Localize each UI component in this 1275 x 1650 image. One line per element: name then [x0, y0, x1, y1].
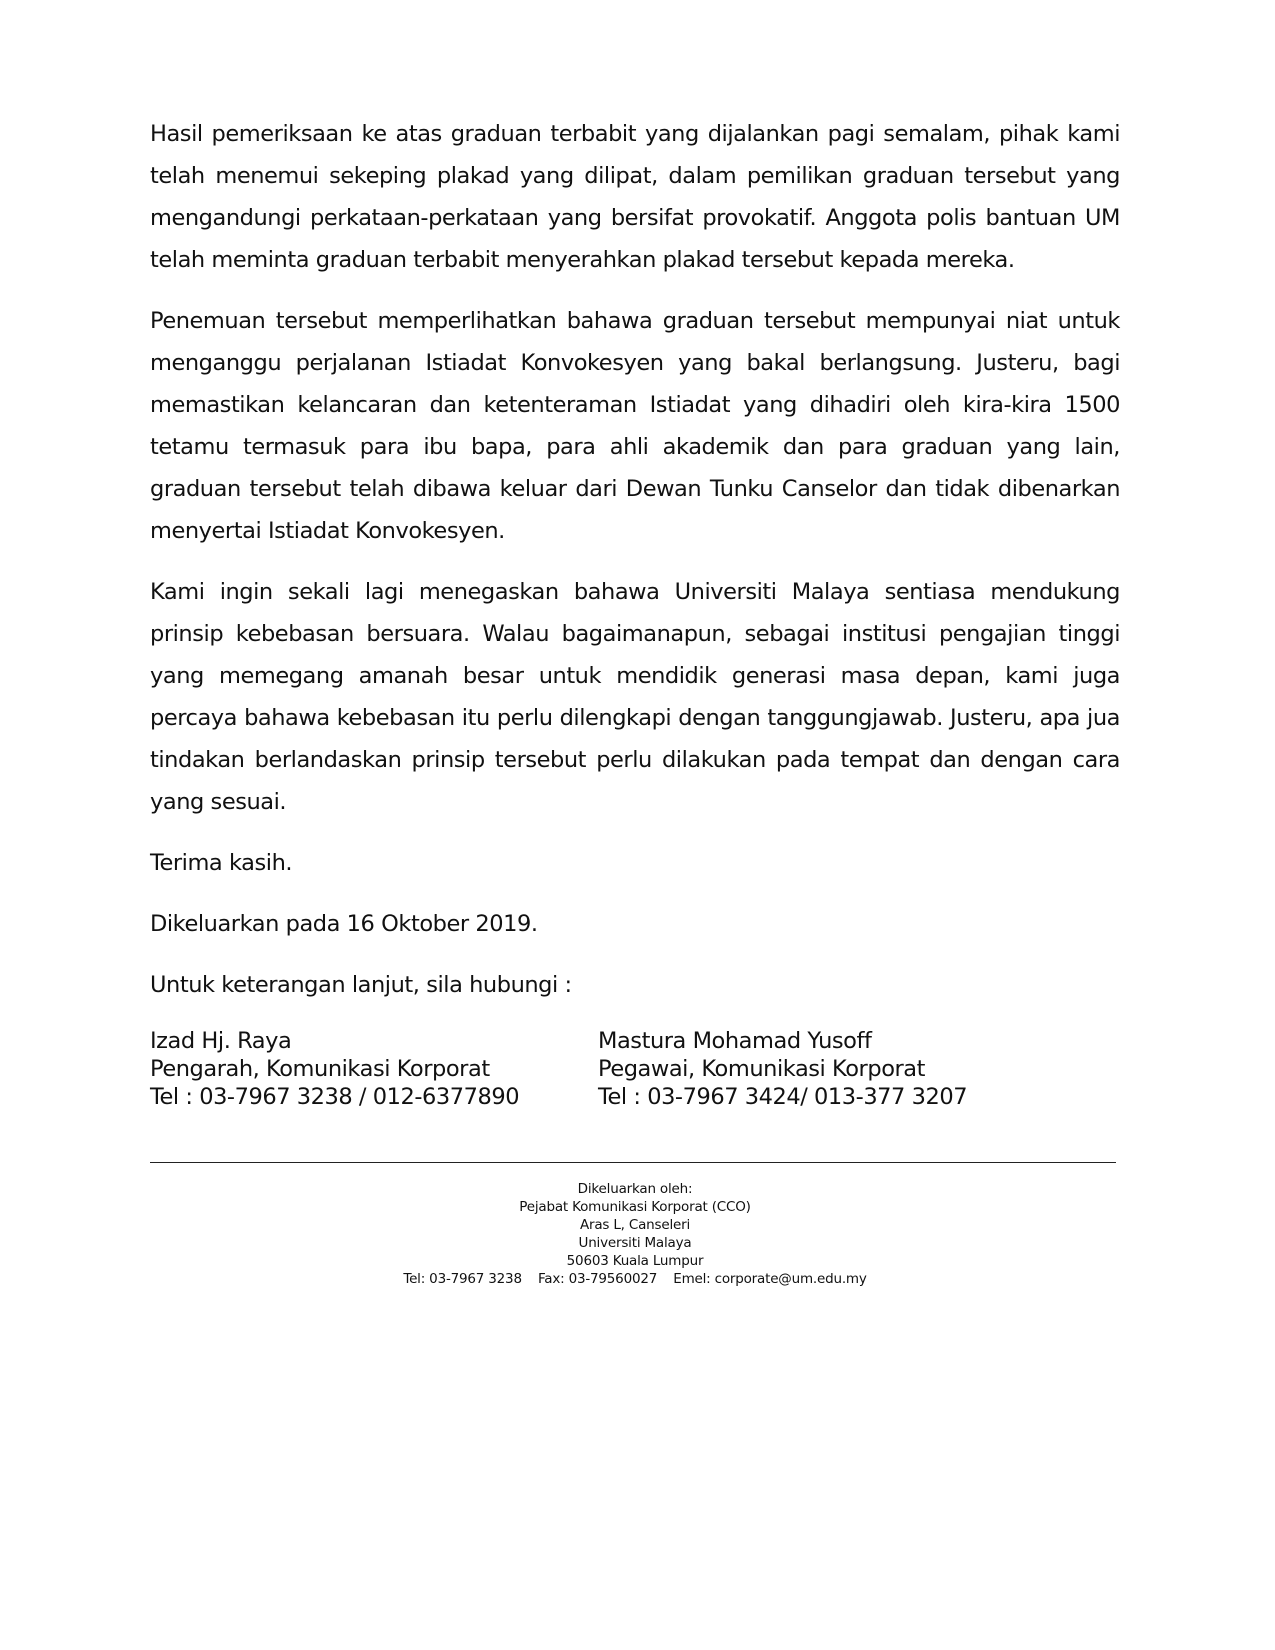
footer-divider	[150, 1162, 1116, 1163]
contact-persons	[150, 1027, 1120, 1111]
contact-person-2	[598, 1027, 1098, 1111]
contact-person-1	[150, 1027, 598, 1111]
footer-issued-by: Dikeluarkan oleh:	[577, 1181, 693, 1197]
footer	[150, 1180, 1120, 1288]
contact-phone: Tel : 03-7967 3238 / 012-6377890	[150, 1084, 520, 1110]
contact-intro: Untuk keterangan lanjut, sila hubungi :	[150, 972, 572, 998]
footer-email: Emel: corporate@um.edu.my	[673, 1271, 867, 1287]
footer-floor: Aras L, Canseleri	[579, 1217, 691, 1233]
paragraph-freedom-of-speech: Kami ingin sekali lagi menegaskan bahawa Universiti Malaya sentiasa mendukung prinsip kebebasan bersuara. Walau bagaimanapun, sebagai institusi pengajian tinggi yang memegang amanah besar untuk mendidik generasi masa depan, kami juga percaya bahawa kebebasan itu perlu dilengkapi dengan tanggungjawab. Justeru, apa jua tindakan berlandaskan prinsip tersebut perlu dilakukan pada tempat dan dengan cara yang sesuai.	[150, 579, 1120, 815]
footer-office: Pejabat Komunikasi Korporat (CCO)	[519, 1199, 751, 1215]
paragraph-intent: Penemuan tersebut memperlihatkan bahawa graduan tersebut mempunyai niat untuk menganggu perjalanan Istiadat Konvokesyen yang bakal berlangsung. Justeru, bagi memastikan kelancaran dan ketenteraman Istiadat yang dihadiri oleh kira-kira 1500 tetamu termasuk para ibu bapa, para ahli akademik dan para graduan yang lain, graduan tersebut telah dibawa keluar dari Dewan Tunku Canselor dan tidak dibenarkan menyertai Istiadat Konvokesyen.	[150, 308, 1120, 544]
press-statement-body	[150, 113, 1120, 1025]
contact-name: Mastura Mohamad Yusoff	[598, 1028, 872, 1054]
footer-fax: Fax: 03-79560027	[537, 1271, 658, 1287]
contact-title: Pegawai, Komunikasi Korporat	[598, 1056, 926, 1082]
footer-postcode-city: 50603 Kuala Lumpur	[566, 1253, 704, 1269]
paragraph-inspection: Hasil pemeriksaan ke atas graduan terbabit yang dijalankan pagi semalam, pihak kami telah menemui sekeping plakad yang dilipat, dalam pemilikan graduan tersebut yang mengandungi perkataan-perkataan yang bersifat provokatif. Anggota polis bantuan UM telah meminta graduan terbabit menyerahkan plakad tersebut kepada mereka.	[150, 121, 1120, 273]
contact-title: Pengarah, Komunikasi Korporat	[150, 1056, 490, 1082]
issued-date: Dikeluarkan pada 16 Oktober 2019.	[150, 911, 538, 937]
footer-university: Universiti Malaya	[578, 1235, 692, 1251]
footer-contact-line	[150, 1270, 1120, 1288]
closing-thanks: Terima kasih.	[150, 850, 293, 876]
contact-phone: Tel : 03-7967 3424/ 013-377 3207	[598, 1084, 968, 1110]
contact-name: Izad Hj. Raya	[150, 1028, 292, 1054]
footer-tel: Tel: 03-7967 3238	[403, 1271, 522, 1287]
